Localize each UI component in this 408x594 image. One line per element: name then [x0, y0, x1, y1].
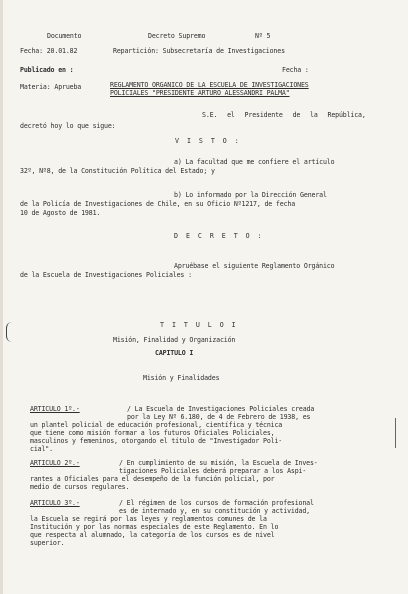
visto-b-line-2: de la Policía de Investigaciones de Chile, en su Oficio Nº1217, de fecha [20, 200, 296, 208]
articulo-1-first-line: / La Escuela de Investigaciones Policiales creada [127, 405, 315, 413]
articulo-1-line: un plantel policial de educación profesional, científica y técnica [30, 421, 283, 429]
decreto-heading: D E C R E T O : [174, 232, 264, 240]
intro-line-1: S.E. el Presidente de la República, [202, 111, 366, 119]
articulo-3-line: superior. [30, 539, 65, 547]
articulo-2-first-line: / En cumplimiento de su misión, la Escuela de Inves- [119, 459, 318, 467]
articulo-1-line: cial". [30, 445, 53, 453]
articulo-1-label: ARTICULO 1º.- [30, 405, 80, 413]
publicado-field: Publicado en : [20, 66, 74, 74]
articulo-2-line: rantes a Oficiales para el desempeño de la función policial, por [30, 475, 275, 483]
capitulo-title: Misión y Finalidades [143, 374, 220, 382]
decreto-line-2: de la Escuela de Investigaciones Policiales : [20, 271, 192, 279]
titulo-heading: T I T U L O I [160, 321, 238, 329]
visto-heading: V I S T O : [175, 137, 241, 145]
articulo-2-line: medio de cursos regulares. [30, 483, 130, 491]
articulo-3-line: la Escuela se regirá por las leyes y reglamentos comunes de la [30, 515, 267, 523]
titulo-subtitle: Misión, Finalidad y Organización [113, 336, 236, 344]
visto-a-line-2: 32º, Nº8, de la Constitución Política del Estado; y [20, 167, 215, 175]
decreto-label: Decreto Supremo [148, 32, 206, 40]
articulo-1-line: que tiene como misión formar a los futuros Oficiales Policiales, [30, 429, 275, 437]
articulo-3-line: es de internado y, en su constitución y actividad, [119, 507, 310, 515]
intro-line-2: decretó hoy lo que sigue: [20, 122, 116, 130]
visto-b-line-1: b) Lo informado por la Dirección General [174, 191, 327, 199]
articulo-1-line: masculinos y femeninos, otorgando el título de "Investigador Poli- [30, 437, 283, 445]
margin-line-mark [395, 418, 396, 448]
decreto-line-1: Apruébase el siguiente Reglamento Orgánico [174, 262, 335, 270]
document-label: Documento [47, 32, 82, 40]
visto-a-line-1: a) La facultad que me confiere el artículo [174, 158, 335, 166]
reparticion-field: Repartición: Subsecretaría de Investigaciones [113, 47, 285, 55]
articulo-1-line: por la Ley Nº 6.180, de 4 de Febrero de 1938, es [127, 413, 311, 421]
materia-label: Materia: Aprueba [20, 83, 82, 91]
visto-b-line-3: 10 de Agosto de 1981. [20, 209, 101, 217]
articulo-3-label: ARTICULO 3º.- [30, 499, 80, 507]
materia-line-1: REGLAMENTO ORGANICO DE LA ESCUELA DE INVESTIGACIONES [110, 81, 309, 89]
articulo-3-line: Institución y por las normas especiales de este Reglamento. En lo [30, 523, 279, 531]
materia-line-2: POLICIALES "PRESIDENTE ARTURO ALESSANDRI PALMA" [110, 89, 290, 97]
articulo-3-first-line: / El régimen de los cursos de formación profesional [119, 499, 314, 507]
articulo-2-line: tigaciones Policiales deberá preparar a los Aspi- [119, 467, 307, 475]
decreto-number: Nº 5 [255, 32, 271, 40]
capitulo-heading: CAPITULO I [155, 349, 194, 357]
margin-bracket-mark [6, 322, 12, 342]
articulo-3-line: que respecta al alumnado, la categoría de los cursos es de nivel [30, 531, 275, 539]
articulo-2-label: ARTICULO 2º.- [30, 459, 80, 467]
fecha-field: Fecha: 20.01.82 [20, 47, 78, 55]
fecha-publicacion-field: Fecha : [282, 66, 309, 74]
